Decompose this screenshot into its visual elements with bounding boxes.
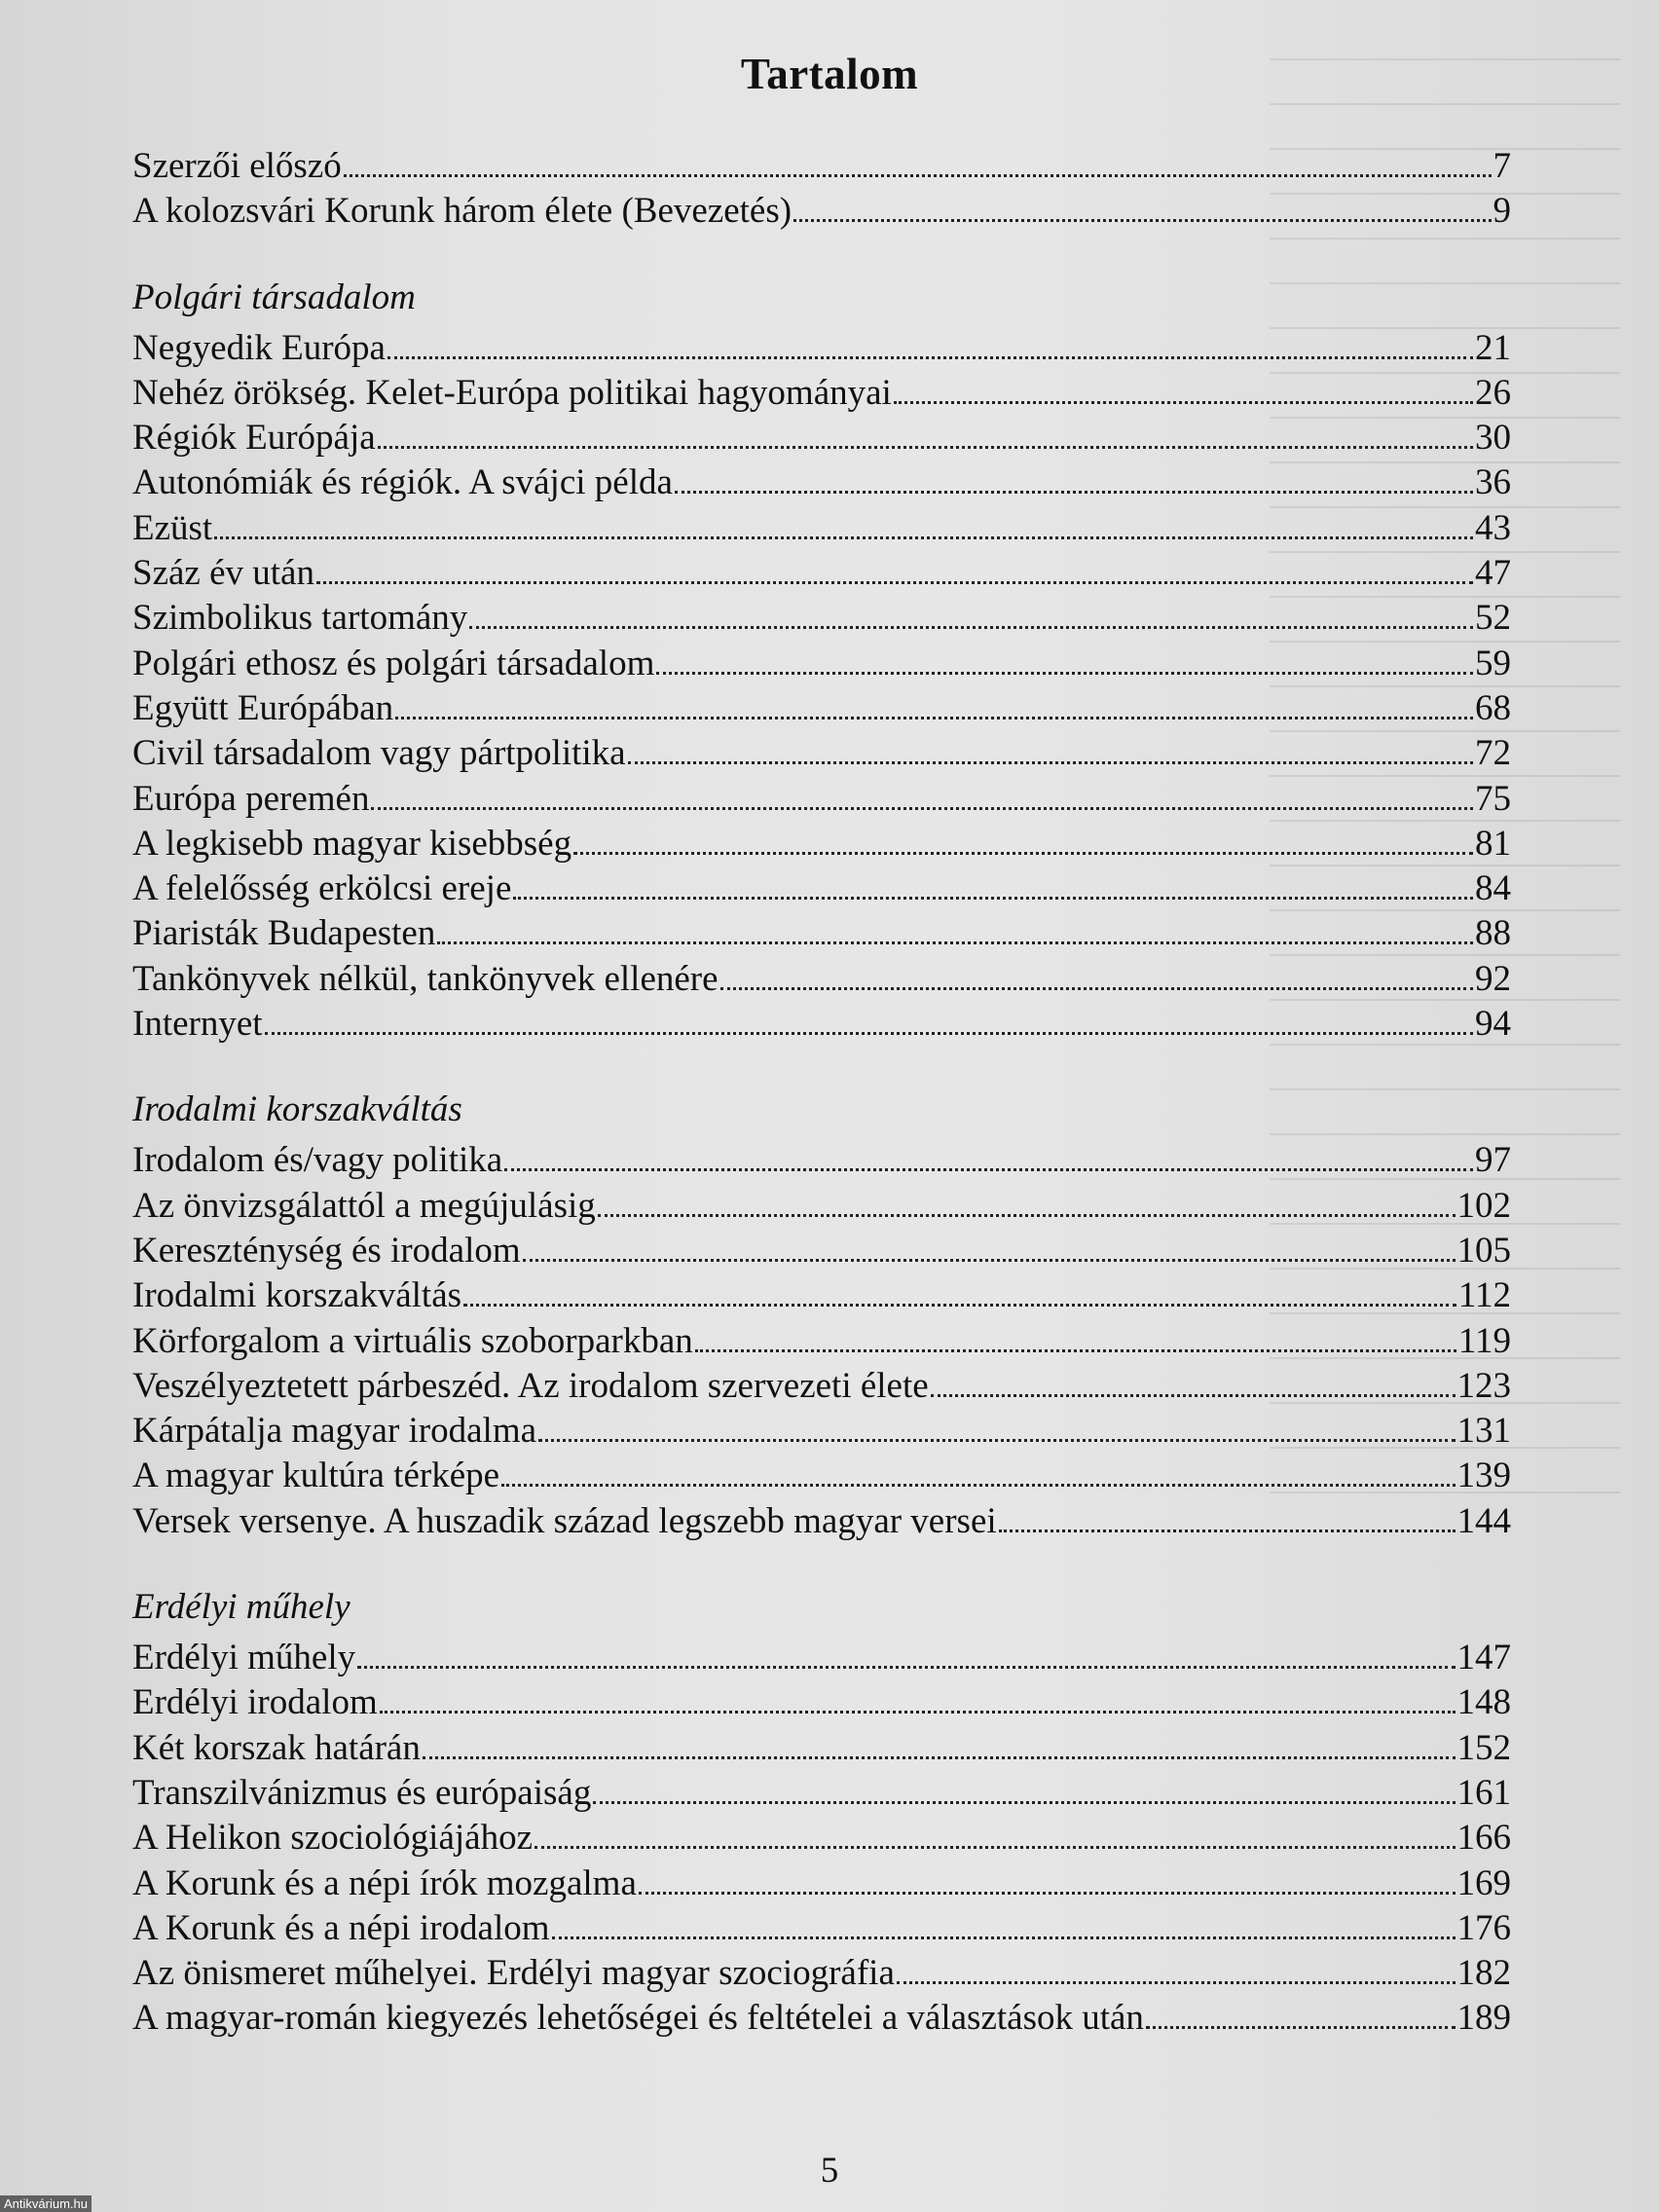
toc-entry-label: Az önismeret műhelyei. Erdélyi magyar szociográfia [132,1953,895,1994]
dot-leader [894,401,1473,404]
toc-entry-page: 72 [1475,733,1511,774]
toc-entry [132,416,1511,461]
toc-entry-page: 97 [1475,1140,1511,1181]
section-heading: Erdélyi műhely [132,1587,350,1628]
toc-entry [132,596,1511,641]
toc-entry [132,1996,1511,2041]
toc-entry-label: A Korunk és a népi irodalom [132,1907,550,1948]
dot-leader [538,1439,1455,1442]
toc-entry-label: Együtt Európában [132,687,394,728]
toc-entry [132,957,1511,1002]
toc-entry-page: 88 [1475,913,1511,954]
dot-leader [423,1756,1456,1759]
toc-entry [132,911,1511,956]
dot-leader [523,1259,1456,1262]
toc-entry-label: Internyet [132,1004,263,1045]
toc-entry-page: 94 [1475,1004,1511,1045]
toc-entry [132,1862,1511,1906]
toc-entry [132,1273,1511,1318]
toc-section [132,1082,1511,1544]
toc-entry-page: 148 [1456,1682,1511,1723]
dot-leader [593,1801,1455,1804]
toc-sections [132,270,1511,2042]
toc-entry-label: A magyar-román kiegyezés lehetőségei és feltételei a választások után [132,1998,1144,2039]
toc-entry-page: 189 [1456,1998,1511,2039]
toc-entry-page: 161 [1456,1772,1511,1813]
toc-entry-page: 166 [1456,1818,1511,1859]
dot-leader [316,581,1473,584]
toc-entry-label: Piaristák Budapesten [132,913,436,954]
dot-leader [501,1484,1455,1487]
toc-entry [132,461,1511,505]
dot-leader [535,1846,1455,1849]
dot-leader [214,536,1473,539]
toc-entry-page: 9 [1493,191,1511,232]
toc-entry-page: 36 [1475,462,1511,503]
dot-leader [469,626,1473,629]
toc-entry-page: 52 [1475,598,1511,639]
section-heading: Polgári társadalom [132,276,416,317]
dot-leader [371,807,1473,810]
dot-leader [387,356,1473,359]
toc-entry-label: Ezüst [132,507,213,548]
toc-entry-label: Erdélyi irodalom [132,1682,378,1723]
toc-entry [132,144,1511,189]
toc-entry-page: 102 [1456,1185,1511,1226]
dot-leader [395,717,1473,719]
dot-leader [504,1168,1473,1171]
toc-entry-page: 105 [1456,1230,1511,1271]
toc-entry-label: A Korunk és a népi írók mozgalma [132,1862,637,1903]
toc-entry-label: Negyedik Európa [132,327,386,368]
dot-leader [357,1666,1455,1669]
toc-entry-label: Civil társadalom vagy pártpolitika [132,733,626,774]
watermark-text: Antikvárium.hu [0,2195,92,2212]
toc-entry-page: 7 [1493,146,1511,186]
section-heading: Irodalmi korszakváltás [132,1089,462,1130]
dot-leader [639,1892,1456,1895]
dot-leader [675,491,1473,494]
dot-leader [513,897,1473,900]
toc-entry [132,777,1511,822]
toc-entry-page: 169 [1456,1862,1511,1903]
dot-leader [598,1214,1456,1217]
toc-entry-label: Régiók Európája [132,418,376,459]
toc-entry [132,1364,1511,1409]
toc-entry-page: 176 [1456,1907,1511,1948]
toc-section [132,1579,1511,2042]
toc-entry [132,686,1511,731]
toc-entry-label: A magyar kultúra térképe [132,1456,500,1496]
toc-entry [132,866,1511,911]
toc-entry [132,506,1511,551]
toc-entry-page: 112 [1457,1275,1511,1316]
toc-entry [132,1319,1511,1364]
toc-entry [132,1726,1511,1771]
dot-leader [1146,2026,1456,2029]
toc-entry-label: Szerzői előszó [132,146,342,186]
toc-entry [132,1499,1511,1544]
toc-entry [132,642,1511,686]
toc-entry-label: Az önvizsgálattól a megújulásig [132,1185,596,1226]
toc-entry-page: 47 [1475,553,1511,594]
toc-entry-label: Európa peremén [132,778,370,819]
toc-entry [132,326,1511,371]
toc-entry-page: 68 [1475,687,1511,728]
toc-entry-label: A kolozsvári Korunk három élete (Bevezetés) [132,191,793,232]
dot-leader [628,761,1473,764]
toc-entry-label: Nehéz örökség. Kelet-Európa politikai hagyományai [132,372,892,413]
toc-entry [132,371,1511,416]
toc-entry [132,1906,1511,1951]
toc-entry [132,1454,1511,1498]
dot-leader [793,219,1491,222]
dot-leader [378,446,1473,449]
dot-leader [656,672,1473,675]
toc-section [132,270,1511,1048]
dot-leader [265,1032,1473,1035]
toc-entry-label: Polgári ethosz és polgári társadalom [132,643,655,683]
toc-entry-label: Szimbolikus tartomány [132,598,468,639]
toc-entry-label: A legkisebb magyar kisebbség [132,823,572,864]
dot-leader [931,1394,1456,1397]
dot-leader [573,852,1473,855]
dot-leader [695,1349,1456,1352]
toc-entry [132,189,1511,234]
toc-entry [132,1409,1511,1454]
toc-entry-page: 75 [1475,778,1511,819]
dot-leader [344,174,1492,177]
page-number: 5 [820,2151,839,2191]
toc-entry-page: 152 [1456,1727,1511,1768]
toc-entry-label: Veszélyeztetett párbeszéd. Az irodalom szervezeti élete [132,1365,929,1406]
toc-entry-label: Két korszak határán [132,1727,421,1768]
toc-entry-page: 92 [1475,958,1511,999]
toc-entry-label: A Helikon szociológiájához [132,1818,534,1859]
dot-leader [437,941,1473,944]
toc-entry-page: 131 [1456,1411,1511,1452]
toc-entry-label: Irodalmi korszakváltás [132,1275,462,1316]
toc-entry-label: Száz év után [132,553,314,594]
toc-entry-page: 119 [1457,1320,1511,1361]
toc-entry-page: 30 [1475,418,1511,459]
toc-entry-label: Körforgalom a virtuális szoborparkban [132,1320,693,1361]
toc-entry-page: 144 [1456,1500,1511,1541]
toc-entry-label: Kárpátalja magyar irodalma [132,1411,537,1452]
toc-intro [132,144,1511,235]
table-of-contents [132,144,1511,2042]
toc-entry-label: Irodalom és/vagy politika [132,1140,503,1181]
toc-entry-label: A felelősség erkölcsi ereje [132,868,512,909]
toc-entry [132,1138,1511,1183]
toc-entry [132,1680,1511,1725]
toc-entry [132,1636,1511,1680]
toc-entry-page: 182 [1456,1953,1511,1994]
dot-leader [897,1981,1456,1984]
toc-entry-page: 81 [1475,823,1511,864]
dot-leader [720,987,1473,990]
toc-entry-page: 26 [1475,372,1511,413]
dot-leader [463,1304,1456,1307]
toc-entry-page: 139 [1456,1456,1511,1496]
toc-entry [132,551,1511,596]
toc-entry [132,1816,1511,1861]
dot-leader [380,1711,1456,1714]
toc-entry-page: 21 [1475,327,1511,368]
toc-entry-page: 123 [1456,1365,1511,1406]
toc-entry-label: Tankönyvek nélkül, tankönyvek ellenére [132,958,719,999]
toc-entry [132,1184,1511,1229]
dot-leader [552,1936,1456,1939]
toc-entry-label: Erdélyi műhely [132,1638,356,1678]
dot-leader [999,1530,1456,1532]
toc-entry [132,1951,1511,1996]
toc-entry [132,1002,1511,1047]
toc-entry-page: 59 [1475,643,1511,683]
toc-entry-page: 84 [1475,868,1511,909]
toc-entry [132,822,1511,866]
page-title: Tartalom [740,50,919,98]
toc-entry-label: Kereszténység és irodalom [132,1230,521,1271]
toc-entry [132,1229,1511,1273]
toc-entry-label: Autonómiák és régiók. A svájci példa [132,462,673,503]
toc-entry [132,1771,1511,1816]
toc-entry [132,731,1511,776]
toc-entry-label: Transzilvánizmus és európaiság [132,1772,592,1813]
toc-entry-page: 147 [1456,1638,1511,1678]
toc-entry-page: 43 [1475,507,1511,548]
toc-entry-label: Versek versenye. A huszadik század legszebb magyar versei [132,1500,997,1541]
